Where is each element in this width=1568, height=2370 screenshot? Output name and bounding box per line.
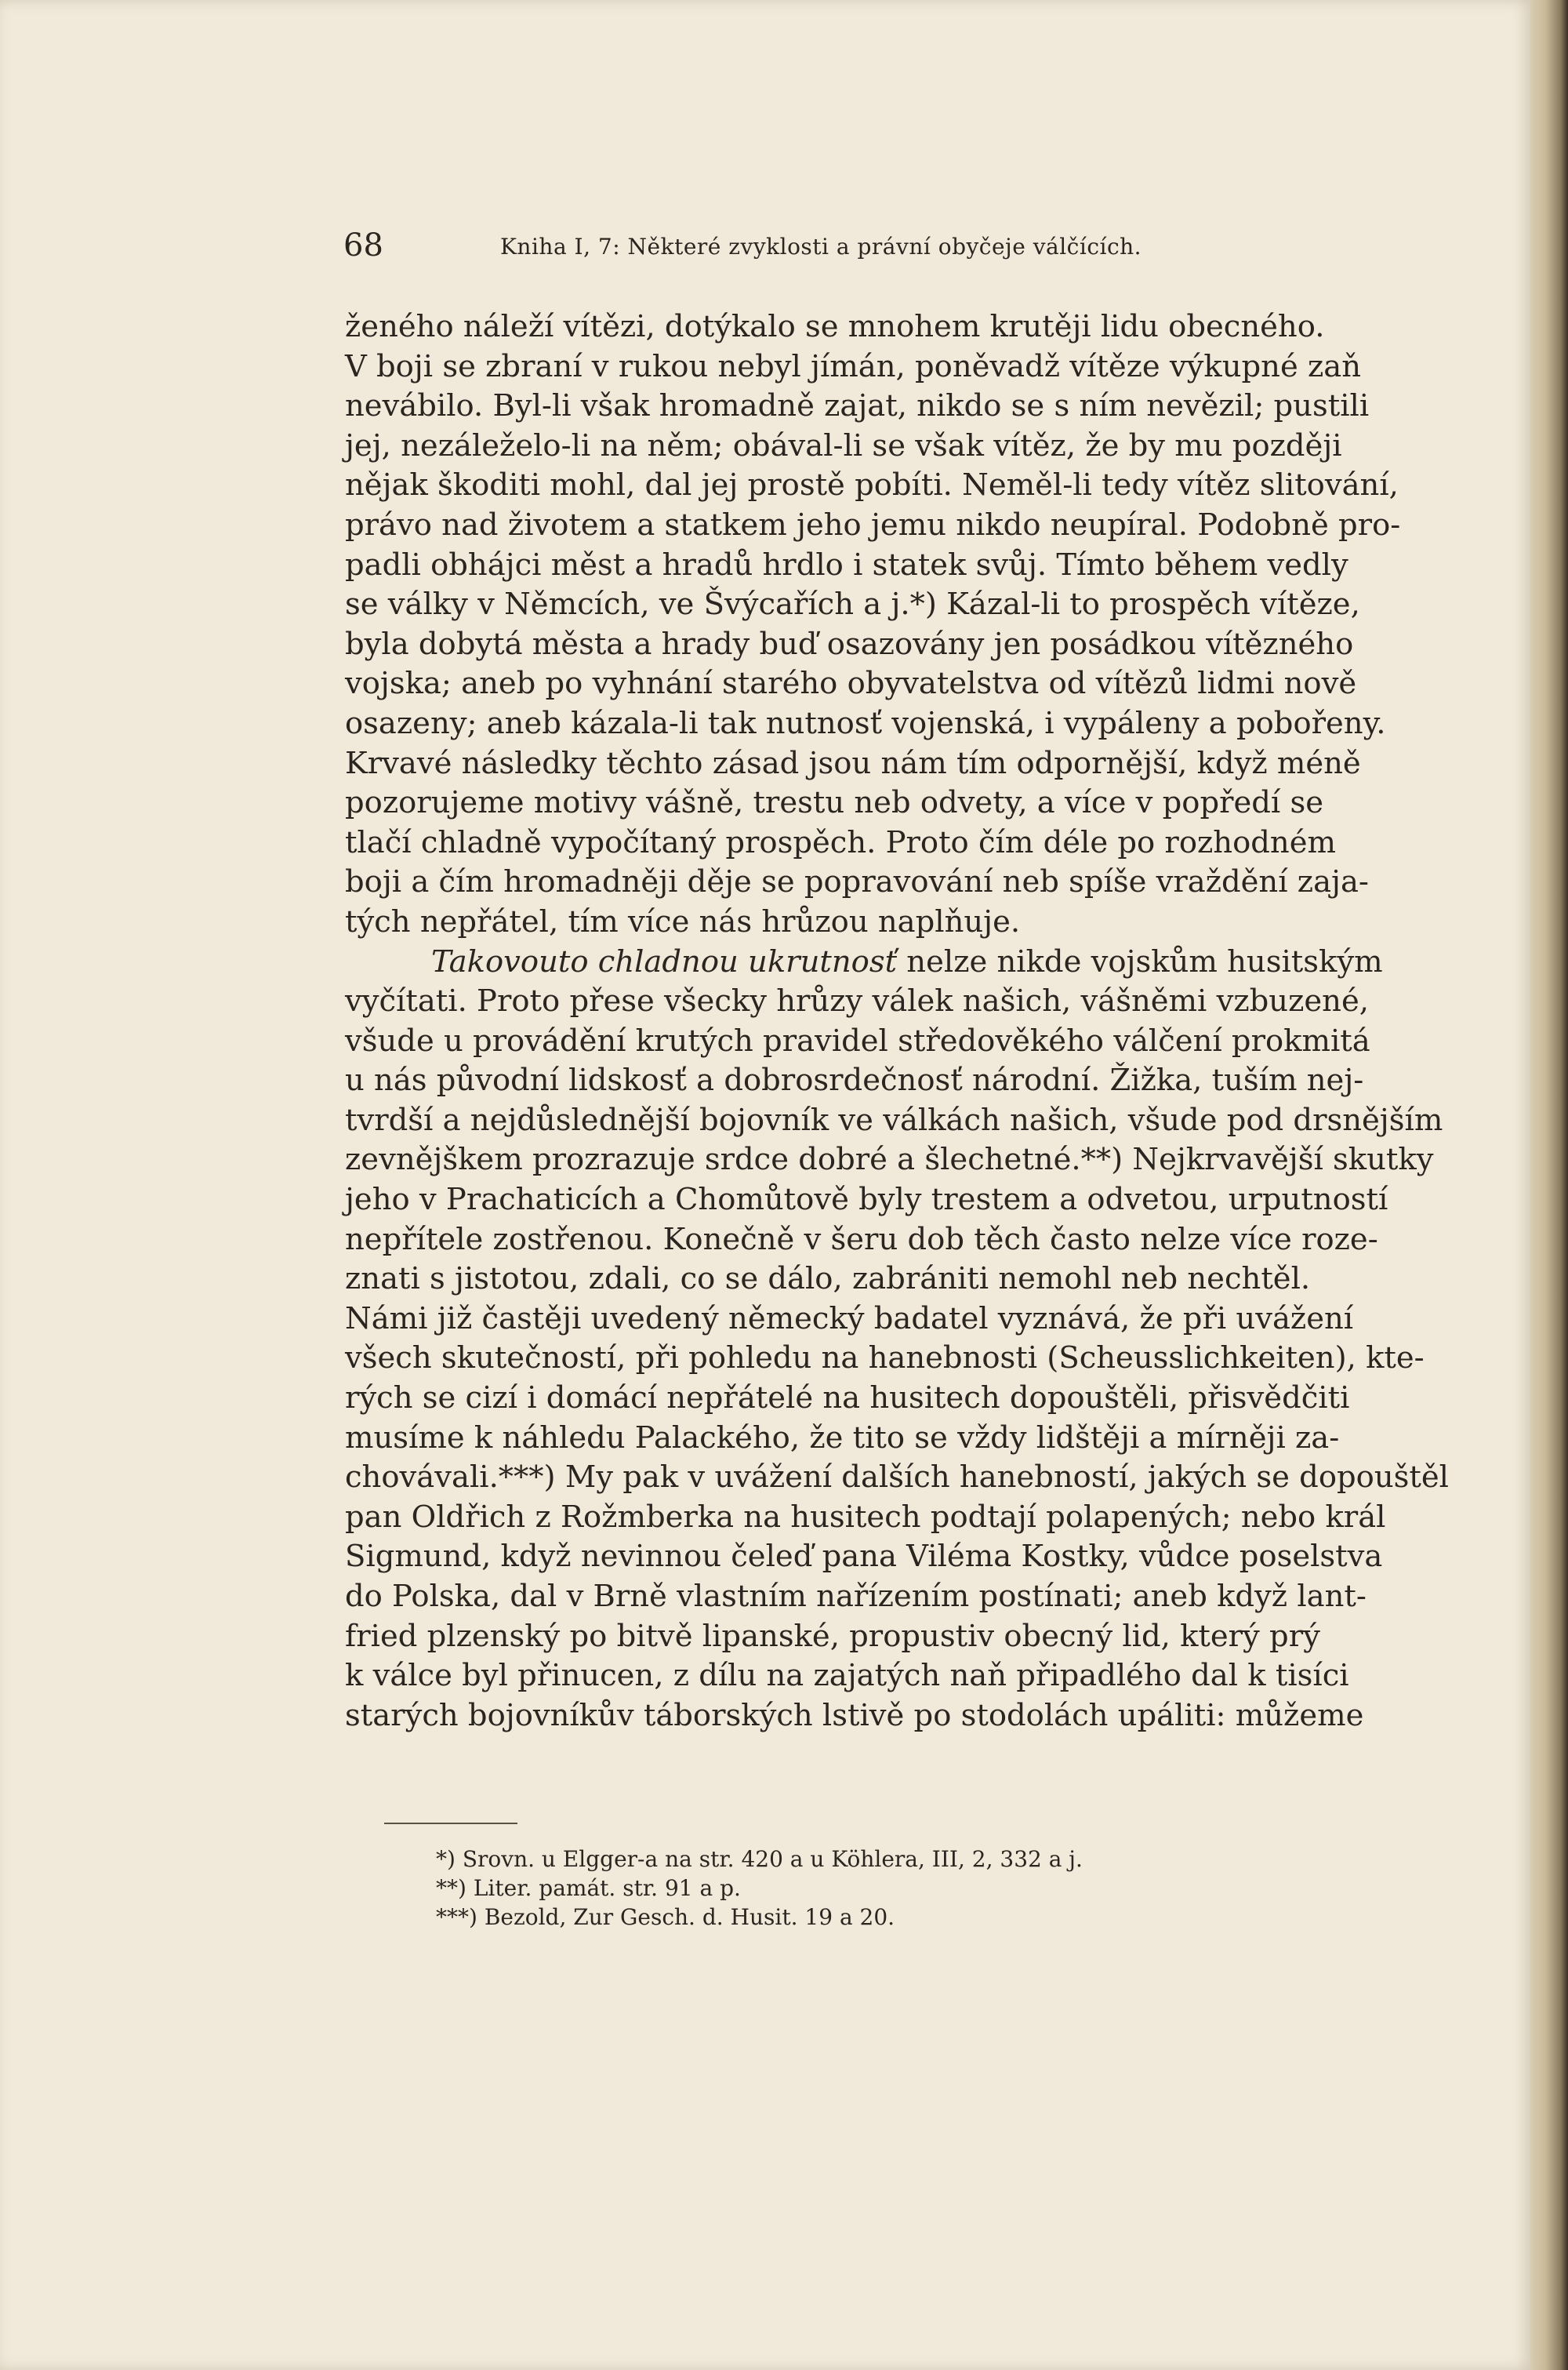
footnote-divider — [384, 1823, 517, 1824]
book-spine-edge — [1530, 0, 1568, 2370]
body-text — [345, 307, 1449, 1736]
text-line: musíme k náhledu Palackého, že tito se vždy lidštěji a mírněji za- — [345, 1419, 1340, 1456]
text-line: k válce byl přinucen, z dílu na zajatých naň připadlého dal k tisíci — [345, 1658, 1349, 1694]
text-line: Sigmund, když nevinnou čeleď pana Viléma Kostky, vůdce poselstva — [345, 1539, 1383, 1575]
footnote: **) Liter. památ. str. 91 a p. — [436, 1875, 741, 1901]
text-line: V boji se zbraní v rukou nebyl jímán, poněvadž vítěze výkupné zaň — [345, 348, 1362, 384]
text-line: nějak škoditi mohl, dal jej prostě pobíti. Neměl-li tedy vítěz slitování, — [345, 467, 1399, 503]
text-line: se války v Němcích, ve Švýcařích a j.*) Kázal-li to prospěch vítěze, — [345, 587, 1360, 623]
footnotes — [436, 1845, 1220, 1932]
text-line: osazeny; aneb kázala-li tak nutnosť vojenská, i vypáleny a pobořeny. — [345, 705, 1386, 741]
text-line: Námi již častěji uvedený německý badatel vyznává, že při uvážení — [345, 1300, 1354, 1336]
text-line: boji a čím hromadněji děje se popravování neb spíše vraždění zaja- — [345, 864, 1369, 900]
text-line: byla dobytá města a hrady buď osazovány jen posádkou vítězného — [345, 626, 1354, 662]
text-line: tlačí chladně vypočítaný prospěch. Proto čím déle po rozhodném — [345, 824, 1336, 860]
page-header — [343, 227, 1237, 274]
text-fragment: nelze nikde vojskům husitským — [906, 943, 1383, 980]
text-line: fried plzenský po bitvě lipanské, propustiv obecný lid, který prý — [345, 1618, 1320, 1654]
text-line: pan Oldřich z Rožmberka na husitech podtají polapených; nebo král — [345, 1499, 1386, 1535]
text-line: nepřítele zostřenou. Konečně v šeru dob těch často nelze více roze- — [345, 1221, 1378, 1257]
text-line: tvrdší a nejdůslednější bojovník ve válkách našich, všude pod drsnějším — [345, 1102, 1443, 1138]
text-line: vyčítati. Proto přese všecky hrůzy válek našich, vášněmi vzbuzené, — [345, 983, 1369, 1020]
text-line: jeho v Prachaticích a Chomůtově byly trestem a odvetou, urputností — [345, 1182, 1388, 1218]
text-line: padli obhájci měst a hradů hrdlo i statek svůj. Tímto během vedly — [345, 547, 1348, 583]
footnote: ***) Bezold, Zur Gesch. d. Husit. 19 a 20. — [436, 1904, 895, 1930]
text-line: nevábilo. Byl-li však hromadně zajat, nikdo se s ním nevězil; pustili — [345, 388, 1370, 424]
text-line: znati s jistotou, zdali, co se dálo, zabrániti nemohl neb nechtěl. — [345, 1261, 1311, 1297]
text-line: všech skutečností, při pohledu na hanebnosti (Scheusslichkeiten), kte- — [345, 1340, 1425, 1376]
text-line: všude u provádění krutých pravidel středověkého válčení prokmitá — [345, 1023, 1370, 1059]
text-line: zevnějškem prozrazuje srdce dobré a šlechetné.**) Nejkrvavější skutky — [345, 1142, 1434, 1178]
text-line: ženého náleží vítězi, dotýkalo se mnohem krutěji lidu obecného. — [345, 309, 1325, 344]
page-number: 68 — [343, 227, 383, 264]
text-line: starých bojovníkův táborských lstivě po stodolách upáliti: můžeme — [345, 1697, 1364, 1733]
paragraph-start-line — [345, 943, 1383, 983]
text-line: chovávali.***) My pak v uvážení dalších hanebností, jakých se dopouštěl — [345, 1459, 1449, 1496]
text-line: do Polska, dal v Brně vlastním nařízením postínati; aneb když lant- — [345, 1579, 1367, 1614]
text-line: právo nad životem a statkem jeho jemu nikdo neupíral. Podobně pro- — [345, 507, 1401, 543]
text-line: vojska; aneb po vyhnání starého obyvatelstva od vítězů lidmi nově — [345, 666, 1357, 702]
emphasis-phrase: Takovouto chladnou ukrutnosť — [431, 943, 898, 980]
text-line: Krvavé následky těchto zásad jsou nám tím odpornější, když méně — [345, 745, 1361, 781]
text-line: pozorujeme motivy vášně, trestu neb odvety, a více v popředí se — [345, 785, 1324, 821]
text-line: jej, nezáleželo-li na něm; obával-li se však vítěz, že by mu později — [345, 427, 1342, 463]
footnote: *) Srovn. u Elgger-a na str. 420 a u Köhlera, III, 2, 332 a j. — [436, 1846, 1083, 1872]
text-line: u nás původní lidskosť a dobrosrdečnosť národní. Žižka, tuším nej- — [345, 1063, 1364, 1099]
running-title: Kniha I, 7: Některé zvyklosti a právní obyčeje válčících. — [500, 234, 1142, 260]
text-line: rých se cizí i domácí nepřátelé na husitech dopouštěli, přisvědčiti — [345, 1380, 1350, 1416]
text-line: tých nepřátel, tím více nás hrůzou naplňuje. — [345, 903, 1021, 940]
